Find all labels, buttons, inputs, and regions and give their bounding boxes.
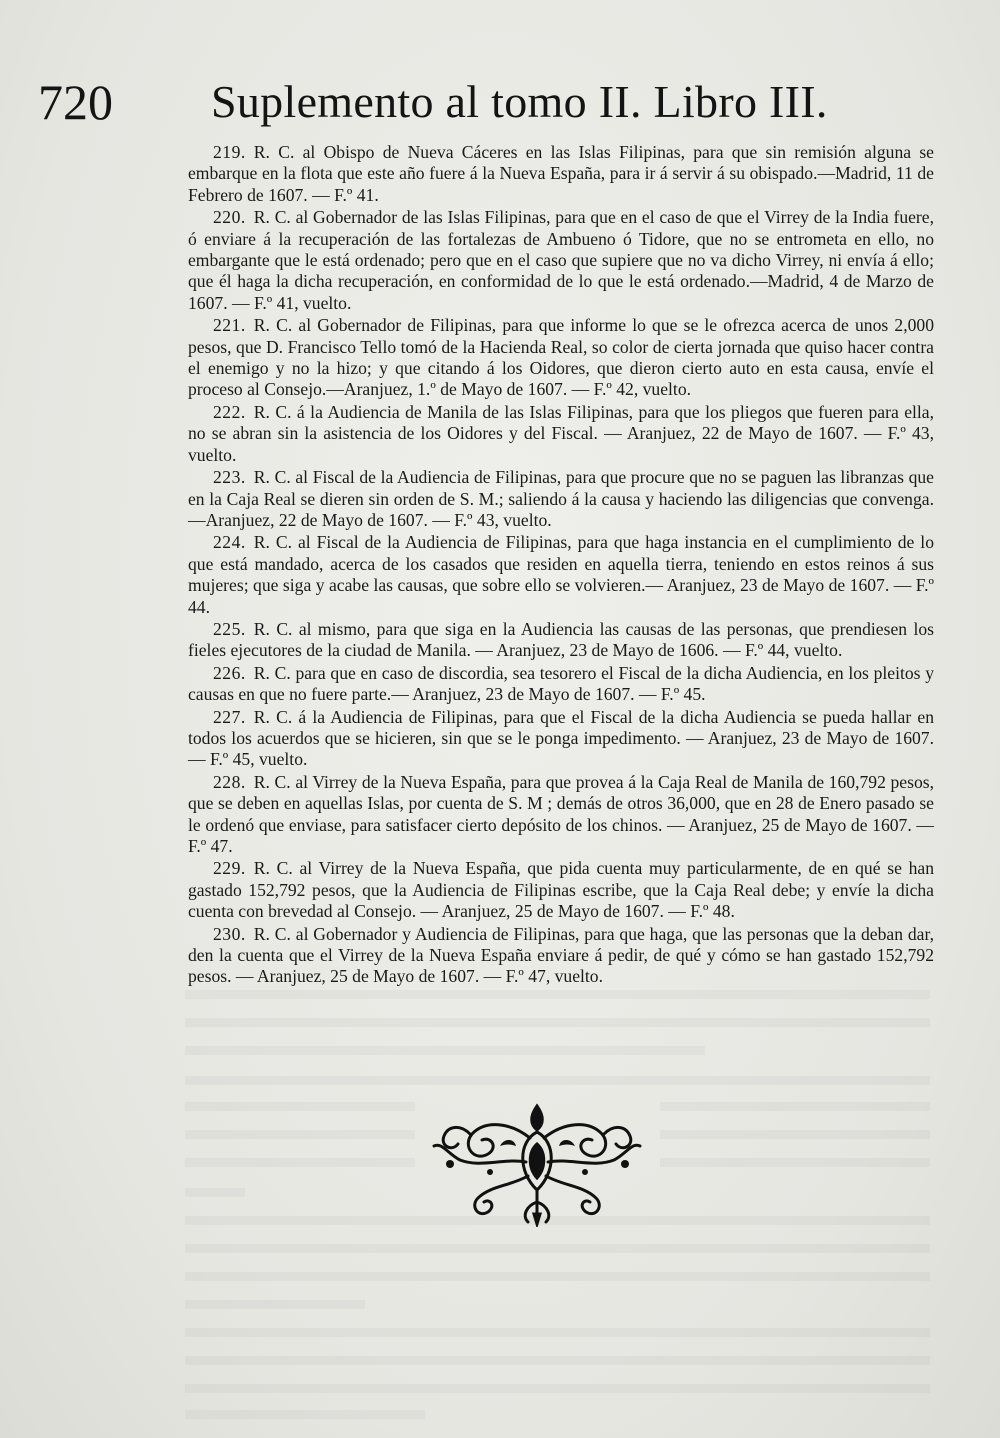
entry — [188, 467, 934, 531]
entry — [188, 924, 934, 988]
entry-number: 224. — [213, 532, 246, 553]
entry — [188, 142, 934, 206]
entry-number: 221. — [213, 315, 246, 336]
entry-text: R. C. para que en caso de discordia, sea tesorero el Fiscal de la dicha Audiencia, en los pleitos y causas en que no fuere parte.— Aranjuez, 23 de Mayo de 1607. — F.º 45. — [188, 662, 934, 705]
entry-text: R. C. al Gobernador de las Islas Filipinas, para que en el caso de que el Virrey de la India fuere, ó enviare á la recuperación de las fortalezas de Ambueno ó Tidore, que no se entrometa en ello, no embargante que le está ordenado; pero que en el caso que supiere que no va dicho Virrey, ni envía á ello; que él haga la dicha recuperación, en conformidad de lo que le está ordenado.—Madrid, 4 de Marzo de 1607. — F.º 41, vuelto. — [188, 207, 934, 313]
entry-text: R. C. al Obispo de Nueva Cáceres en las Islas Filipinas, para que sin remisión alguna se embarque en la flota que este año fuere á la Nueva España, para ir á servir á su obispado.—Madrid, 11 de Febrero de 1607. — F.º 41. — [188, 142, 934, 205]
entry-number: 222. — [213, 401, 246, 422]
entry-number: 230. — [213, 923, 246, 944]
entry-number: 228. — [213, 771, 246, 792]
running-title: Suplemento al tomo II. Libro III. — [211, 76, 828, 127]
entry — [188, 315, 934, 401]
entry — [188, 858, 934, 922]
entry-number: 223. — [213, 467, 246, 488]
entry — [188, 772, 934, 858]
ornament-vignette-icon — [430, 1102, 645, 1227]
entry-number: 226. — [213, 662, 246, 683]
entry-number: 227. — [213, 706, 246, 727]
entry — [188, 532, 934, 618]
entry-text: R. C. al Virrey de la Nueva España, para que provea á la Caja Real de Manila de 160,792 pesos, que se deben en aquellas Islas, por cuenta de S. M ; demás de otros 36,000, que en 28 de Enero pasado se le ordenó que enviase, para satisfacer cierto depósito de los chinos. — Aranjuez, 25 de Mayo de 1607. — F.º 47. — [188, 771, 934, 856]
entry-number: 229. — [213, 858, 246, 879]
entry — [188, 619, 934, 662]
entry — [188, 707, 934, 771]
entry-text: R. C. á la Audiencia de Filipinas, para que el Fiscal de la dicha Audiencia se pueda hallar en todos los acuerdos que se hicieren, sin que se le ponga impedimento. — Aranjuez, 23 de Mayo de 1607. — F.º 45, vuelto. — [188, 706, 934, 770]
entry-text: R. C. al Fiscal de la Audiencia de Filipinas, para que haga instancia en el cumplimiento de lo que está mandado, acerca de los casados que residen en aquella tierra, teniendo en estos reinos á sus mujeres; que siga y acabe las causas, que sobre ello se volvieren.— Aranjuez, 23 de Mayo de 1607. — F.º 44. — [188, 532, 934, 617]
entry-number: 219. — [213, 142, 246, 162]
page-number: 720 — [38, 74, 113, 130]
entry-text: R. C. al mismo, para que siga en la Audiencia las causas de las personas, que prendiesen los fieles ejecutores de la ciudad de Manila. — Aranjuez, 23 de Mayo de 1606. — F.º 44, vuelto. — [188, 618, 934, 661]
entry-text: R. C. al Gobernador y Audiencia de Filipinas, para que haga, que las personas que la deban dar, den la cuenta que el Virrey de la Nueva España enviare á pedir, de qué y cómo se han gastado 152,792 pesos. — Aranjuez, 25 de Mayo de 1607. — F.º 47, vuelto. — [188, 923, 934, 987]
entry-list — [188, 142, 934, 989]
entry-number: 225. — [213, 618, 246, 639]
entry-text: R. C. al Fiscal de la Audiencia de Filipinas, para que procure que no se paguen las libranzas que en la Caja Real se dieren sin orden de S. M.; saliendo á la causa y haciendo las diligencias que convenga.—Aranjuez, 22 de Mayo de 1607. — F.º 43, vuelto. — [188, 467, 934, 530]
entry-number: 220. — [213, 207, 246, 228]
entry — [188, 663, 934, 706]
entry — [188, 402, 934, 466]
entry-text: R. C. al Virrey de la Nueva España, que pida cuenta muy particularmente, de en qué se han gastado 152,792 pesos, que la Audiencia de Filipinas escribe, que la Caja Real debe; y envíe la dicha cuenta con brevedad al Consejo. — Aranjuez, 25 de Mayo de 1607. — F.º 48. — [188, 858, 934, 922]
entry-text: R. C. á la Audiencia de Manila de las Islas Filipinas, para que los pliegos que fueren para ella, no se abran sin la asistencia de los Oidores y del Fiscal. — Aranjuez, 22 de Mayo de 1607. — F.º 43, vuelto. — [188, 401, 934, 465]
page-header — [38, 72, 928, 132]
entry — [188, 207, 934, 314]
entry-text: R. C. al Gobernador de Filipinas, para que informe lo que se le ofrezca acerca de unos 2,000 pesos, que D. Francisco Tello tomó de la Hacienda Real, so color de cierta jornada que quiso hacer contra el enemigo y no la hizo; y que citando á los Oidores, que dieron cierto auto en esta causa, envíe el proceso al Consejo.—Aranjuez, 1.º de Mayo de 1607. — F.º 42, vuelto. — [188, 315, 934, 400]
